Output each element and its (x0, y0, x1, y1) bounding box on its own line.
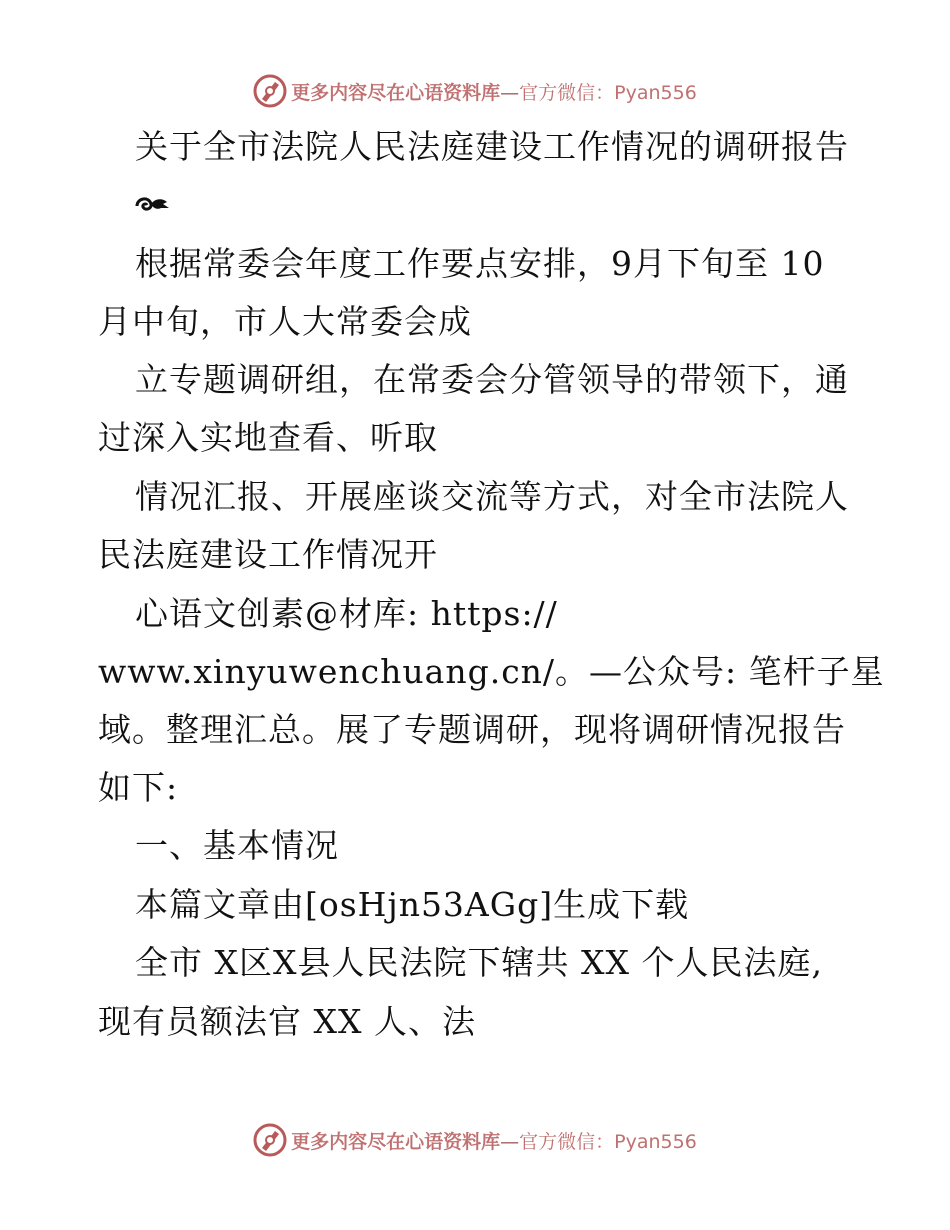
document-title: 关于全市法院人民法庭建设工作情况的调研报告 (135, 127, 849, 166)
banner-wechat: 官方微信：Pyan556 (519, 1130, 697, 1153)
section-heading: 一、基本情况 (135, 826, 339, 865)
paragraph-line: 如下: (98, 768, 179, 807)
banner-text: 更多内容尽在心语资料库 (291, 81, 501, 104)
paragraph-line: 立专题调研组，在常委会分管领导的带领下，通 (135, 360, 849, 399)
paragraph-line: 域。整理汇总。展了专题调研，现将调研情况报告 (98, 710, 846, 749)
paragraph-line: 现有员额法官 XX 人、法 (98, 1002, 476, 1041)
footer-watermark-banner (0, 1120, 950, 1160)
paragraph-line: 月中旬，市人大常委会成 (98, 302, 472, 341)
banner-dash: — (500, 1130, 520, 1153)
paragraph-line: 根据常委会年度工作要点安排，9月下旬至 10 (135, 244, 825, 283)
swirl-ornament-icon (133, 192, 173, 218)
paragraph-line: 心语文创素@材库: https:// (135, 594, 558, 633)
paragraph-line: 民法庭建设工作情况开 (98, 535, 438, 574)
paragraph-line: www.xinyuwenchuang.cn/。—公众号: 笔杆子星 (98, 652, 885, 691)
paragraph-line: 全市 X区X县人民法院下辖共 XX 个人民法庭, (135, 943, 823, 982)
header-watermark-banner (0, 71, 950, 111)
banner-text: 更多内容尽在心语资料库 (291, 1130, 501, 1153)
paragraph-line: 本篇文章由[osHjn53AGg]生成下载 (135, 885, 690, 924)
pen-logo-icon (253, 74, 287, 108)
banner-dash: — (500, 81, 520, 104)
paragraph-line: 过深入实地查看、听取 (98, 418, 438, 457)
paragraph-line: 情况汇报、开展座谈交流等方式，对全市法院人 (135, 477, 849, 516)
pen-logo-icon (253, 1123, 287, 1157)
banner-wechat: 官方微信：Pyan556 (519, 81, 697, 104)
